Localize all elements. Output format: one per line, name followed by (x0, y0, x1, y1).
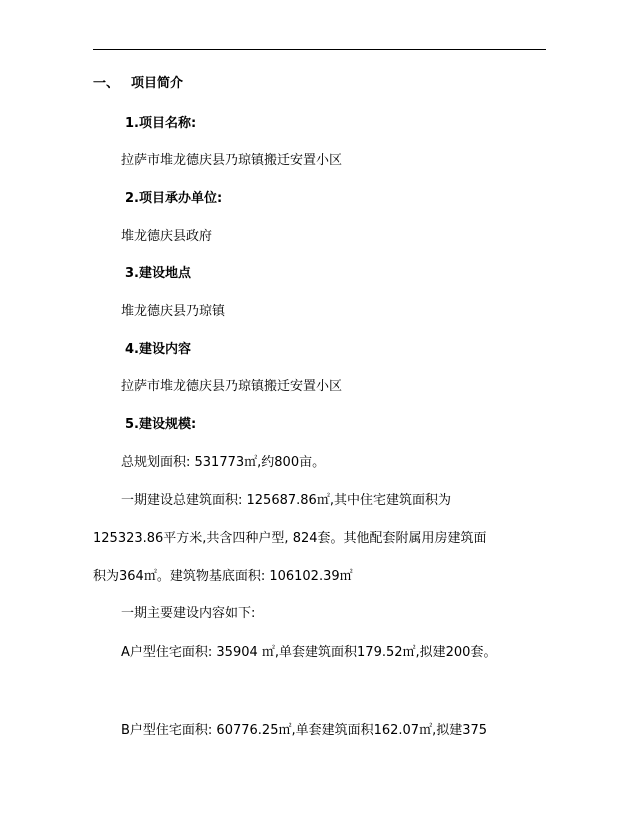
scale-phase1-line2: 125323.86平方米,共含四种户型, 824套。其他配套附属用房建筑面 (93, 531, 487, 546)
item-value-organizer: 堆龙德庆县政府 (121, 229, 213, 244)
header-rule (93, 49, 546, 50)
item-value-project-name: 拉萨市堆龙德庆县乃琼镇搬迁安置小区 (121, 153, 343, 168)
scale-type-b: B户型住宅面积: 60776.25㎡,单套建筑面积162.07㎡,拟建375 (121, 723, 488, 738)
scale-total-area: 总规划面积: 531773㎡,约800亩。 (121, 455, 326, 470)
item-value-location: 堆龙德庆县乃琼镇 (121, 304, 226, 319)
scale-type-a: A户型住宅面积: 35904 ㎡,单套建筑面积179.52㎡,拟建200套。 (121, 645, 497, 660)
section-number: 一、 (93, 76, 120, 91)
item-heading-organizer: 2.项目承办单位: (125, 191, 223, 206)
item-heading-content: 4.建设内容 (125, 342, 191, 357)
item-heading-project-name: 1.项目名称: (125, 116, 197, 131)
item-heading-location: 3.建设地点 (125, 266, 191, 281)
scale-phase1-intro: 一期主要建设内容如下: (121, 606, 256, 621)
scale-phase1-line3: 积为364㎡。建筑物基底面积: 106102.39㎡ (93, 569, 353, 584)
item-value-content: 拉萨市堆龙德庆县乃琼镇搬迁安置小区 (121, 379, 343, 394)
scale-phase1-line1: 一期建设总建筑面积: 125687.86㎡,其中住宅建筑面积为 (121, 493, 451, 508)
item-heading-scale: 5.建设规模: (125, 417, 197, 432)
section-title: 项目简介 (131, 76, 184, 91)
